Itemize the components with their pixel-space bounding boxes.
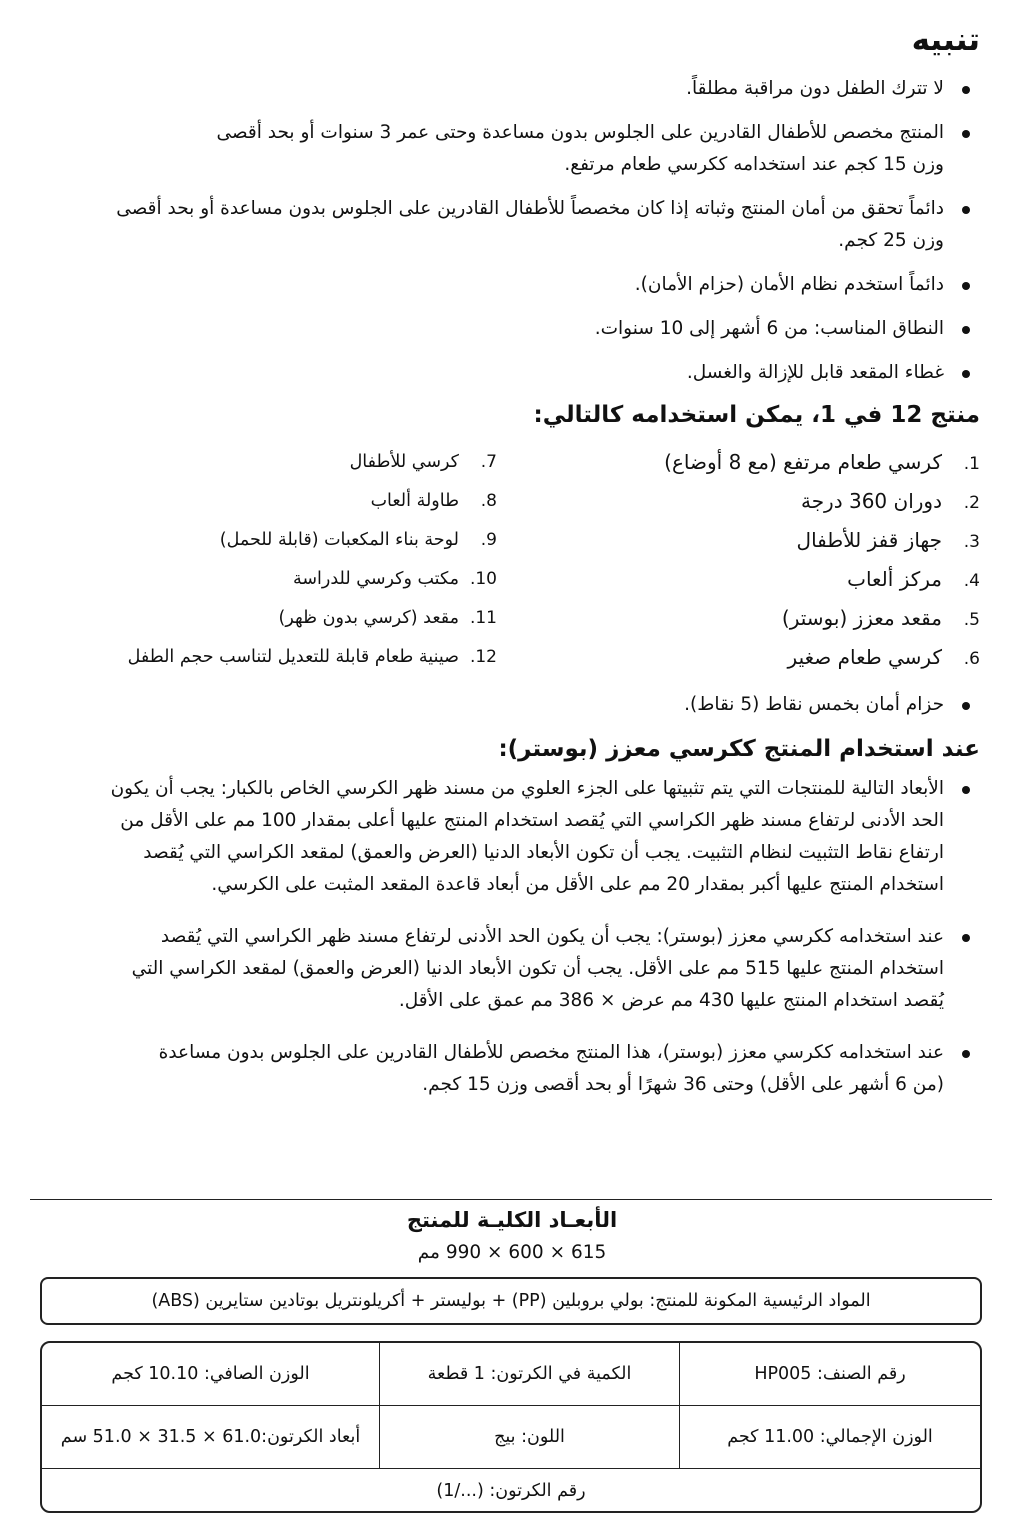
net-weight-cell: الوزن الصافي: 10.10 كجم	[42, 1343, 380, 1405]
booster-item: عند استخدامه ككرسي معزز (بوستر)، هذا المنتج مخصص للأطفال القادرين على الجلوس بدون مساعدة (من 6 أشهر على الأقل) وحتى 36 شهرًا أو بحد أقصى وزن 15 كجم.	[44, 1037, 980, 1101]
uses-title: منتج 12 في 1، يمكن استخدامه كالتالي:	[533, 402, 980, 429]
use-item: 2. دوران 360 درجة	[800, 489, 980, 514]
materials-box	[40, 1277, 982, 1325]
carton-number-row: رقم الكرتون: (.../1)	[436, 1481, 586, 1501]
use-item: 9. لوحة بناء المكعبات (قابلة للحمل)	[219, 530, 497, 551]
warning-item: لا تترك الطفل دون مراقبة مطلقاً.	[44, 73, 980, 105]
warning-item: المنتج مخصص للأطفال القادرين على الجلوس بدون مساعدة وحتى عمر 3 سنوات أو بحد أقصى وزن 15 كجم عند استخدامه ككرسي طعام مرتفع.	[44, 117, 980, 181]
use-item: 12. صينية طعام قابلة للتعديل لتناسب حجم الطفل	[127, 647, 497, 668]
use-item: 10. مكتب وكرسي للدراسة	[293, 569, 497, 590]
harness-list	[44, 689, 980, 721]
booster-item: عند استخدامه ككرسي معزز (بوستر): يجب أن يكون الحد الأدنى لرتفاع مسند ظهر الكراسي التي يُقصد استخدام المنتج عليها 515 مم على الأقل. يجب أن تكون الأبعاد الدنيا (العرض والعمق) لمقعد الكراسي التي يُقصد استخدام المنتج عليها 430 مم عرض × 386 مم عمق على الأقل.	[44, 921, 980, 1017]
specs-table	[40, 1341, 982, 1513]
uses-column-right	[527, 443, 980, 677]
item-number-cell: رقم الصنف: HP005	[754, 1364, 906, 1384]
warning-item: غطاء المقعد قابل للإزالة والغسل.	[44, 357, 980, 389]
use-item: 1. كرسي طعام مرتفع (مع 8 أوضاع)	[664, 450, 980, 475]
harness-item: حزام أمان بخمس نقاط (5 نقاط).	[44, 689, 980, 721]
use-item: 4. مركز ألعاب	[847, 567, 980, 592]
use-item: 3. جهاز قفز للأطفال	[796, 528, 980, 553]
warning-list	[44, 73, 980, 389]
uses-column-left	[44, 443, 497, 677]
uses-columns	[44, 443, 980, 677]
use-item: 7. كرسي للأطفال	[349, 452, 497, 473]
use-item: 11. مقعد (كرسي بدون ظهر)	[278, 608, 497, 629]
warning-item: النطاق المناسب: من 6 أشهر إلى 10 سنوات.	[44, 313, 980, 345]
gross-weight-cell: الوزن الإجمالي: 11.00 كجم	[727, 1427, 933, 1447]
booster-list	[44, 773, 980, 1101]
carton-dimensions-cell: أبعاد الكرتون:61.0 × 31.5 × 51.0 سم	[42, 1406, 380, 1468]
specs-row	[42, 1343, 980, 1406]
use-item: 8. طاولة ألعاب	[370, 491, 497, 512]
dimensions-title: الأبعـاد الكليـة للمنتج	[406, 1208, 618, 1232]
specs-row	[42, 1406, 980, 1469]
warning-item: دائماً استخدم نظام الأمان (حزام الأمان).	[44, 269, 980, 301]
color-cell: اللون: بيج	[380, 1406, 680, 1468]
dimensions-value: 615 × 600 × 990 مم	[417, 1242, 607, 1263]
use-item: 5. مقعد معزز (بوستر)	[781, 606, 980, 631]
materials-text: المواد الرئيسية المكونة للمنتج: بولي بروبلين (PP) + بوليستر + أكريلونتريل بوتادين ستايرين (ABS)	[151, 1291, 871, 1311]
quantity-cell: الكمية في الكرتون: 1 قطعة	[380, 1343, 680, 1405]
booster-item: الأبعاد التالية للمنتجات التي يتم تثبيتها على الجزء العلوي من مسند ظهر الكرسي الخاص بالكبار: يجب أن يكون الحد الأدنى لرتفاع مسند ظهر الكراسي التي يُقصد استخدام المنتج عليها أعلى بمقدار 100 مم على الأقل من ارتفاع نقاط التثبيت لنظام التثبيت. يجب أن تكون الأبعاد الدنيا (العرض والعمق) لمقعد الكراسي التي يُقصد استخدام المنتج عليها أكبر بمقدار 20 مم على الأقل من أبعاد قاعدة المقعد المثبت على الكرسي.	[44, 773, 980, 901]
booster-title: عند استخدام المنتج ككرسي معزز (بوستر):	[498, 736, 980, 763]
overall-dimensions	[0, 1203, 1024, 1269]
use-item: 6. كرسي طعام صغير	[787, 645, 980, 670]
warning-item: دائماً تحقق من أمان المنتج وثباته إذا كان مخصصاً للأطفال القادرين على الجلوس بدون مساعدة أو بحد أقصى وزن 25 كجم.	[44, 193, 980, 257]
warning-title: تنبيه	[911, 22, 980, 58]
section-divider	[30, 1199, 992, 1200]
